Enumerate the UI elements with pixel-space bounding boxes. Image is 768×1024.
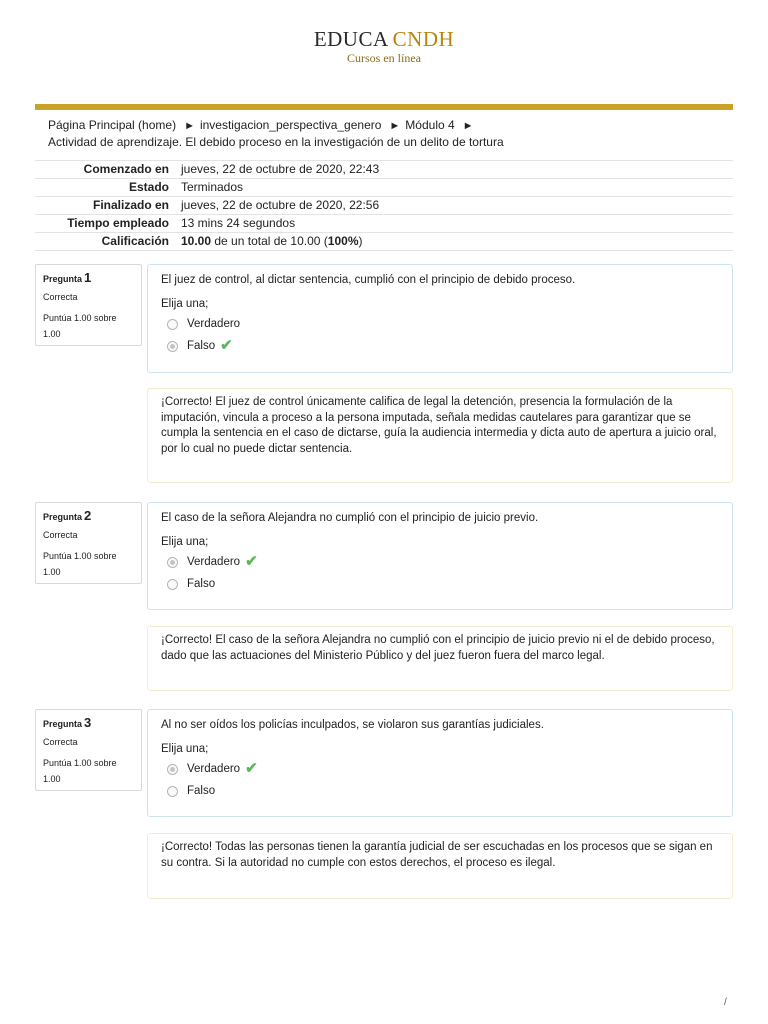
radio-button[interactable] [167,319,178,330]
feedback-text: ¡Correcto! El caso de la señora Alejandra no cumplió con el principio de juicio previo ni el de debido proceso, dado que las actuaciones del Ministerio Público y del juez fueron fuera del marco legal. [161,634,715,662]
summary-label: Calificación [35,233,181,251]
question-label: Pregunta [43,719,83,729]
summary-value: Terminados [181,179,733,197]
summary-value [181,233,733,251]
feedback-box [147,833,733,899]
breadcrumb-separator-icon: ► [462,120,474,132]
question-score: Puntúa 1.00 sobre 1.00 [43,551,117,577]
summary-value: jueves, 22 de octubre de 2020, 22:43 [181,161,733,179]
summary-row-grade [35,233,733,251]
answer-option-label: Falso [187,785,216,797]
breadcrumb-separator-icon: ► [389,120,401,132]
answer-option-label: Verdadero [187,556,241,568]
breadcrumb-module-link[interactable]: Módulo 4 [405,118,455,132]
question-score: Puntúa 1.00 sobre 1.00 [43,758,117,784]
question-text: El caso de la señora Alejandra no cumplió con el principio de juicio previo. [161,512,539,524]
summary-row-finished [35,197,733,215]
radio-button-selected[interactable] [167,341,178,352]
question-text: El juez de control, al dictar sentencia, cumplió con el principio de debido proceso. [161,274,576,286]
summary-value: 13 mins 24 segundos [181,215,733,233]
attempt-summary-table [35,160,733,251]
question-label: Pregunta [43,274,83,284]
breadcrumb [48,117,738,150]
answer-option[interactable] [161,573,719,595]
summary-label: Estado [35,179,181,197]
feedback-text: ¡Correcto! El juez de control únicamente califica de legal la detención, presencia la formulación de la imputación, vincula a proceso a la persona imputada, señala medidas cautelares para garantizar que se cumpla la sentencia en el caso de dictarse, guía la audiencia intermedia y dicta auto de apertura a juicio oral, por lo cual no puede dictar sentencia. [161,396,717,455]
summary-row-time [35,215,733,233]
question-prompt: Elija una; [161,743,209,755]
radio-button[interactable] [167,579,178,590]
grade-close: ) [358,234,363,248]
question-number: 1 [84,270,92,285]
question-state: Correcta [43,292,78,302]
site-brand [0,27,768,52]
question-prompt: Elija una; [161,536,209,548]
grade-percent: 100% [327,234,359,248]
question-score: Puntúa 1.00 sobre 1.00 [43,313,117,339]
answer-option[interactable] [161,758,719,780]
question-box [147,264,733,373]
header-divider [35,104,733,110]
answer-option[interactable] [161,780,719,802]
breadcrumb-current: Actividad de aprendizaje. El debido proceso en la investigación de un delito de tortura [48,135,504,149]
checkmark-icon: ✔ [245,760,258,777]
answer-option-label: Falso [187,578,216,590]
feedback-text: ¡Correcto! Todas las personas tienen la garantía judicial de ser escuchadas en los procesos que se sigan en su contra. Si la autoridad no cumple con estos derechos, el proceso es ilegal. [161,841,713,869]
grade-score: 10.00 [181,234,212,248]
answer-option-label: Verdadero [187,318,241,330]
brand-educa: EDUCA [313,27,389,51]
question-number: 2 [84,508,92,523]
feedback-box [147,626,733,691]
question-text: Al no ser oídos los policías inculpados, se violaron sus garantías judiciales. [161,719,544,731]
question-state: Correcta [43,530,78,540]
question-box [147,502,733,610]
summary-label: Finalizado en [35,197,181,215]
question-info [35,502,142,584]
summary-value: jueves, 22 de octubre de 2020, 22:56 [181,197,733,215]
breadcrumb-home-link[interactable]: Página Principal (home) [48,118,177,132]
checkmark-icon: ✔ [220,337,233,354]
summary-label: Comenzado en [35,161,181,179]
question-state: Correcta [43,737,78,747]
question-info [35,709,142,791]
summary-row-state [35,179,733,197]
site-tagline: Cursos en línea [347,51,421,65]
breadcrumb-course-link[interactable]: investigacion_perspectiva_genero [199,118,382,132]
answer-option[interactable] [161,551,719,573]
answer-option-label: Falso [187,340,216,352]
question-prompt: Elija una; [161,298,209,310]
summary-row-started [35,161,733,179]
answer-option-label: Verdadero [187,763,241,775]
answer-option[interactable] [161,313,719,335]
page-mark: / [724,997,727,1008]
radio-button[interactable] [167,786,178,797]
answer-option[interactable] [161,335,719,357]
question-info [35,264,142,346]
question-number: 3 [84,715,92,730]
summary-label: Tiempo empleado [35,215,181,233]
question-label: Pregunta [43,512,83,522]
radio-button-selected[interactable] [167,764,178,775]
grade-total: de un total de 10.00 ( [211,234,328,248]
question-box [147,709,733,817]
checkmark-icon: ✔ [245,553,258,570]
breadcrumb-separator-icon: ► [184,120,195,132]
radio-button-selected[interactable] [167,557,178,568]
feedback-box [147,388,733,483]
brand-cndh: CNDH [392,27,455,51]
